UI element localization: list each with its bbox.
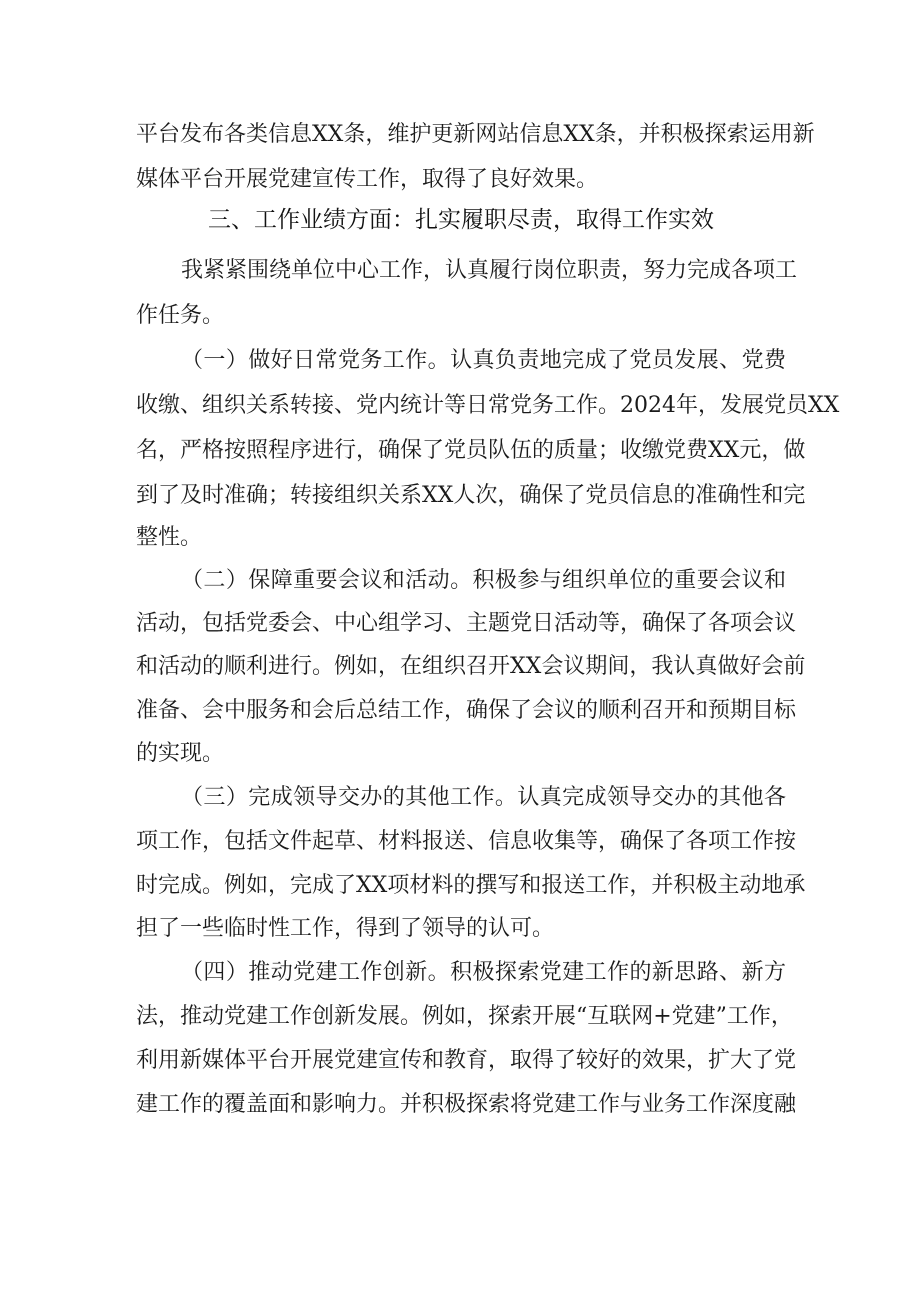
text-line: 法，推动党建工作创新发展。例如，探索开展“互联网+党建”工作， [136, 1004, 793, 1029]
text-line: 建工作的覆盖面和影响力。并积极探索将党建工作与业务工作深度融 [136, 1092, 797, 1117]
text-line: 活动，包括党委会、中心组学习、主题党日活动等，确保了各项会议 [136, 611, 797, 636]
text-line: 收缴、组织关系转接、党内统计等日常党务工作。2024年，发展党员XX [136, 393, 840, 418]
text-line: 的实现。 [136, 741, 225, 766]
text-line: 担了一些临时性工作，得到了领导的认可。 [136, 916, 555, 941]
text-line: （四）推动党建工作创新。积极探索党建工作的新思路、新方 [181, 960, 786, 985]
section-heading: 三、工作业绩方面：扎实履职尽责，取得工作实效 [208, 207, 714, 233]
text-line: 整性。 [136, 525, 203, 550]
text-line: 项工作，包括文件起草、材料报送、信息收集等，确保了各项工作按 [136, 829, 797, 854]
text-line: 时完成。例如，完成了XX项材料的撰写和报送工作，并积极主动地承 [136, 873, 806, 898]
text-line: 我紧紧围绕单位中心工作，认真履行岗位职责，努力完成各项工 [181, 258, 798, 283]
text-line: 名，严格按照程序进行，确保了党员队伍的质量；收缴党费XX元，做 [136, 438, 806, 463]
text-line: （二）保障重要会议和活动。积极参与组织单位的重要会议和 [181, 568, 786, 593]
text-line: 到了及时准确；转接组织关系XX人次，确保了党员信息的准确性和完 [136, 483, 806, 508]
text-line: 准备、会中服务和会后总结工作，确保了会议的顺利召开和预期目标 [136, 698, 797, 723]
text-line: 媒体平台开展党建宣传工作，取得了良好效果。 [136, 167, 599, 192]
text-line: 平台发布各类信息XX条，维护更新网站信息XX条，并积极探索运用新 [136, 122, 815, 147]
text-line: 和活动的顺利进行。例如，在组织召开XX会议期间，我认真做好会前 [136, 654, 806, 679]
text-line: （一）做好日常党务工作。认真负责地完成了党员发展、党费 [181, 348, 786, 373]
text-line: 利用新媒体平台开展党建宣传和教育，取得了较好的效果，扩大了党 [136, 1048, 797, 1073]
text-line: （三）完成领导交办的其他工作。认真完成领导交办的其他各 [181, 785, 786, 810]
text-line: 作任务。 [136, 303, 225, 328]
